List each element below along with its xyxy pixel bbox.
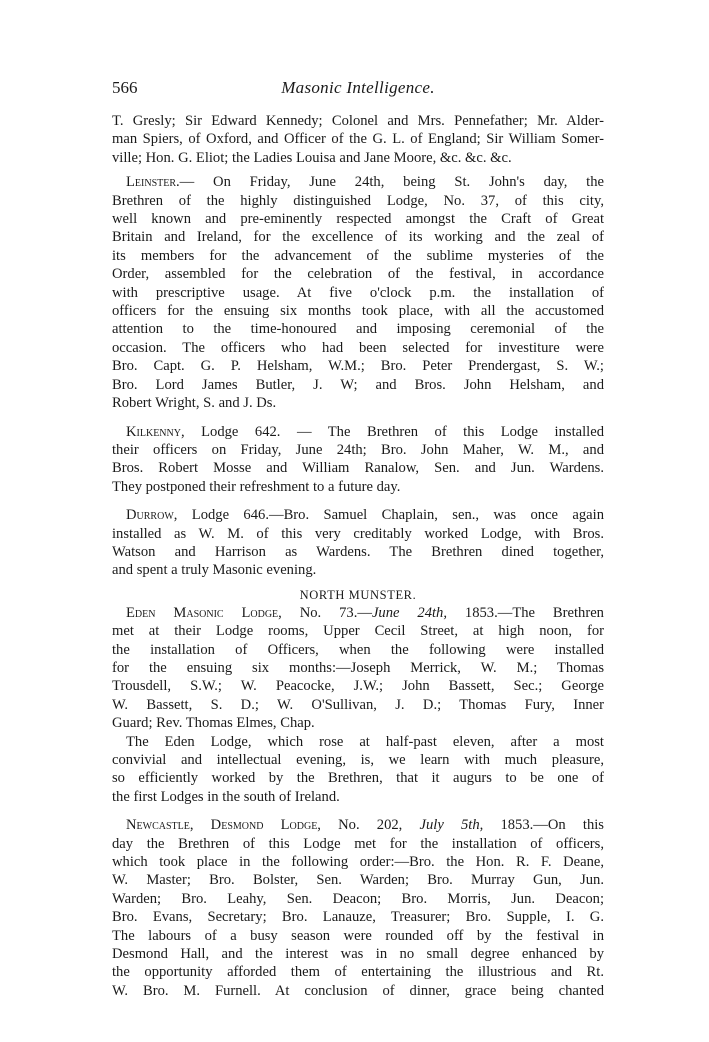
paragraph-first-line [112,506,604,524]
text-line: attention to the time-honoured and imposing ceremonial of the [112,321,604,338]
text-line: for the ensuing six months:—Joseph Merrick, W. M.; Thomas [112,659,604,676]
paragraph-lead: 1853.—On this [483,817,604,834]
text-line: with prescriptive usage. At five o'clock p.m. the installation of [112,284,604,301]
text-line: Brethren of the highly distinguished Lodge, No. 37, of this city, [112,192,604,209]
text-line: Guard; Rev. Thomas Elmes, Chap. [112,715,315,732]
text-line: Bros. Robert Mosse and William Ranalow, Sen. and Jun. Wardens. [112,460,604,477]
text-line: Warden; Bro. Leahy, Sen. Deacon; Bro. Morris, Jun. Deacon; [112,890,604,907]
eden-followup-paragraph [112,733,604,807]
intro-continuation [112,112,604,167]
text-line: Trousdell, S.W.; W. Peacocke, J.W.; John Bassett, Sec.; George [112,678,604,695]
leinster-paragraph [112,173,604,412]
text-line: its members for the advancement of the sublime mysteries of the [112,247,604,264]
text-line: Bro. Capt. G. P. Helsham, W.M.; Bro. Peter Prendergast, S. W.; [112,358,604,375]
text-line: Bro. Lord James Butler, J. W; and Bros. John Helsham, and [112,376,604,393]
text-line: so efficiently worked by the Brethren, that it augurs to be one of [112,770,604,787]
text-line: Watson and Harrison as Wardens. The Brethren dined together, [112,543,604,560]
text-line: officers for the ensuing six months took place, with all the accustomed [112,303,604,320]
paragraph-heading: Leinster. [126,174,180,191]
page-body [112,112,604,1010]
text-line: Robert Wright, S. and J. Ds. [112,395,277,412]
durrow-paragraph [112,506,604,580]
newcastle-paragraph [112,816,604,1000]
text-line: their officers on Friday, June 24th; Bro. John Maher, W. M., and [112,441,604,458]
text-line: the installation of Officers, when the following were installed [112,641,604,658]
paragraph-heading: Durrow, [126,507,178,524]
running-title: Masonic Intelligence. [281,78,435,97]
text-line: Britain and Ireland, for the excellence of its working and the zeal of [112,229,604,246]
paragraph-lead: Lodge 642. — The Brethren of this Lodge installed [184,423,604,440]
page-number: 566 [112,78,138,97]
paragraph-lead: — On Friday, June 24th, being St. John's day, the [179,174,604,191]
text-line: man Spiers, of Oxford, and Officer of the G. L. of England; Sir William Somer- [112,131,604,148]
text-line: and spent a truly Masonic evening. [112,562,317,579]
paragraph-first-line [112,816,604,834]
text-line: met at their Lodge rooms, Upper Cecil Street, at high noon, for [112,623,604,640]
paragraph-lead: No. 73.— [281,604,372,621]
paragraph-first-line [112,604,604,622]
text-line: The labours of a busy season were rounded off by the festival in [112,927,604,944]
text-line: Order, assembled for the celebration of the festival, in accordance [112,266,604,283]
text-line: convivial and intellectual evening, is, we learn with much pleasure, [112,752,604,768]
text-line: installed as W. M. of this very creditably worked Lodge, with Bros. [112,525,604,542]
text-line: Bro. Evans, Secretary; Bro. Lanauze, Treasurer; Bro. Supple, I. G. [112,909,604,926]
eden-lodge-paragraph [112,604,604,733]
text-line: the first Lodges in the south of Ireland. [112,788,340,805]
paragraph-first-line: The Eden Lodge, which rose at half-past eleven, after a most [126,733,604,750]
text-line: T. Gresly; Sir Edward Kennedy; Colonel and Mrs. Pennefather; Mr. Alder- [112,113,604,129]
text-line: They postponed their refreshment to a future day. [112,478,401,495]
paragraph-first-line [112,423,604,441]
kilkenny-paragraph [112,423,604,497]
text-line: Desmond Hall, and the interest was in no small degree enhanced by [112,946,604,963]
text-line: W. Bro. M. Furnell. At conclusion of dinner, grace being chanted [112,982,604,999]
page-header [112,78,604,102]
paragraph-date: July 5th, [419,817,484,834]
paragraph-first-line [112,173,604,191]
paragraph-heading: Kilkenny, [126,423,185,440]
paragraph-heading: Eden Masonic Lodge, [126,604,282,621]
paragraph-date: June 24th, [371,604,447,621]
text-line: ville; Hon. G. Eliot; the Ladies Louisa and Jane Moore, &c. &c. &c. [112,149,512,166]
text-line: W. Bassett, S. D.; W. O'Sullivan, J. D.; Thomas Fury, Inner [112,696,604,713]
text-line: occasion. The officers who had been selected for investiture were [112,339,604,356]
paragraph-lead: 1853.—The Brethren [447,604,604,621]
text-line: day the Brethren of this Lodge met for the installation of officers, [112,835,604,852]
section-title: NORTH MUNSTER. [299,587,417,602]
text-line: the opportunity afforded them of entertaining the illustrious and Rt. [112,964,604,981]
text-line: W. Master; Bro. Bolster, Sen. Warden; Bro. Murray Gun, Jun. [112,872,604,889]
text-line: well known and pre-eminently respected amongst the Craft of Great [112,211,604,228]
text-line: which took place in the following order:—Bro. the Hon. R. F. Deane, [112,854,604,871]
paragraph-heading: Newcastle, Desmond Lodge, [126,817,321,834]
paragraph-lead: No. 202, [320,817,420,834]
paragraph-lead: Lodge 646.—Bro. Samuel Chaplain, sen., was once again [177,507,604,524]
